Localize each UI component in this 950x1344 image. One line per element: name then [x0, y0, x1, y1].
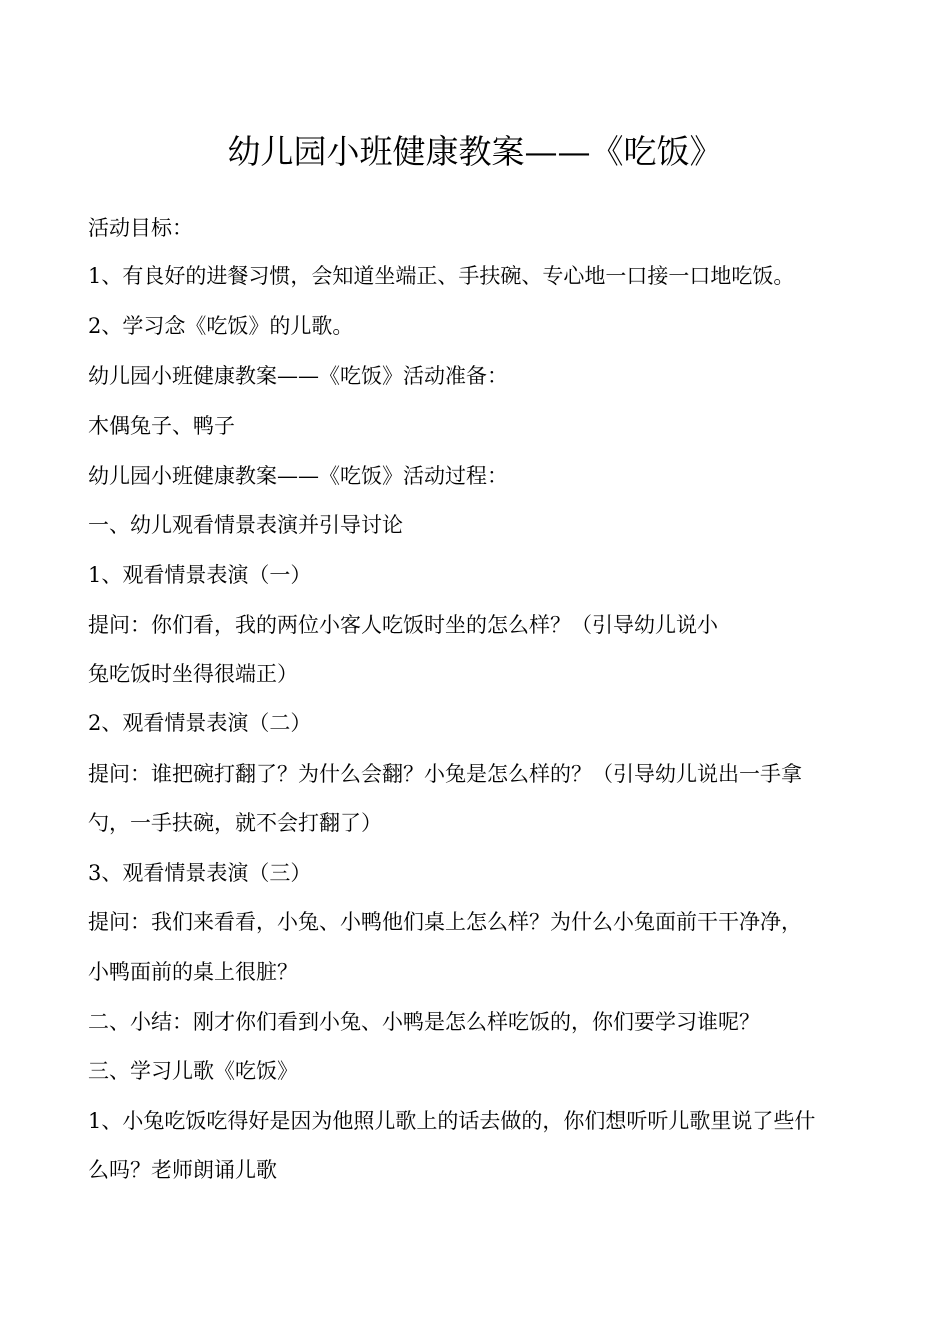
- objective-line: 1、有良好的进餐习惯，会知道坐端正、手扶碗、专心地一口接一口地吃饭。: [88, 264, 795, 288]
- paragraph-line: 2、观看情景表演（二）: [88, 711, 312, 735]
- section-heading: 二、小结：刚才你们看到小兔、小鸭是怎么样吃饭的，你们要学习谁呢？: [88, 1010, 760, 1034]
- preparation-line: 木偶兔子、鸭子: [88, 414, 235, 438]
- process-heading: 幼儿园小班健康教案——《吃饭》活动过程：: [88, 464, 508, 488]
- document-title: 幼儿园小班健康教案——《吃饭》: [227, 132, 723, 171]
- preparation-heading: 幼儿园小班健康教案——《吃饭》活动准备：: [88, 364, 508, 388]
- paragraph-line: 提问：谁把碗打翻了？为什么会翻？小兔是怎么样的？（引导幼儿说出一手拿: [88, 762, 802, 786]
- objective-line: 2、学习念《吃饭》的儿歌。: [88, 314, 354, 338]
- paragraph-line: 兔吃饭时坐得很端正）: [88, 662, 298, 686]
- paragraph-line: 么吗？老师朗诵儿歌: [88, 1158, 277, 1182]
- paragraph-line: 勺，一手扶碗，就不会打翻了）: [88, 811, 382, 835]
- paragraph-line: 提问：我们来看看，小兔、小鸭他们桌上怎么样？为什么小兔面前干干净净，: [88, 910, 802, 934]
- paragraph-line: 提问：你们看，我的两位小客人吃饭时坐的怎么样？（引导幼儿说小: [88, 613, 718, 637]
- paragraph-line: 小鸭面前的桌上很脏？: [88, 960, 298, 984]
- paragraph-line: 3、观看情景表演（三）: [88, 861, 312, 885]
- paragraph-line: 1、观看情景表演（一）: [88, 563, 312, 587]
- objectives-heading: 活动目标：: [88, 216, 193, 240]
- section-heading: 一、幼儿观看情景表演并引导讨论: [88, 513, 403, 537]
- section-heading: 三、学习儿歌《吃饭》: [88, 1059, 298, 1083]
- paragraph-line: 1、小兔吃饭吃得好是因为他照儿歌上的话去做的，你们想听听儿歌里说了些什: [88, 1109, 816, 1133]
